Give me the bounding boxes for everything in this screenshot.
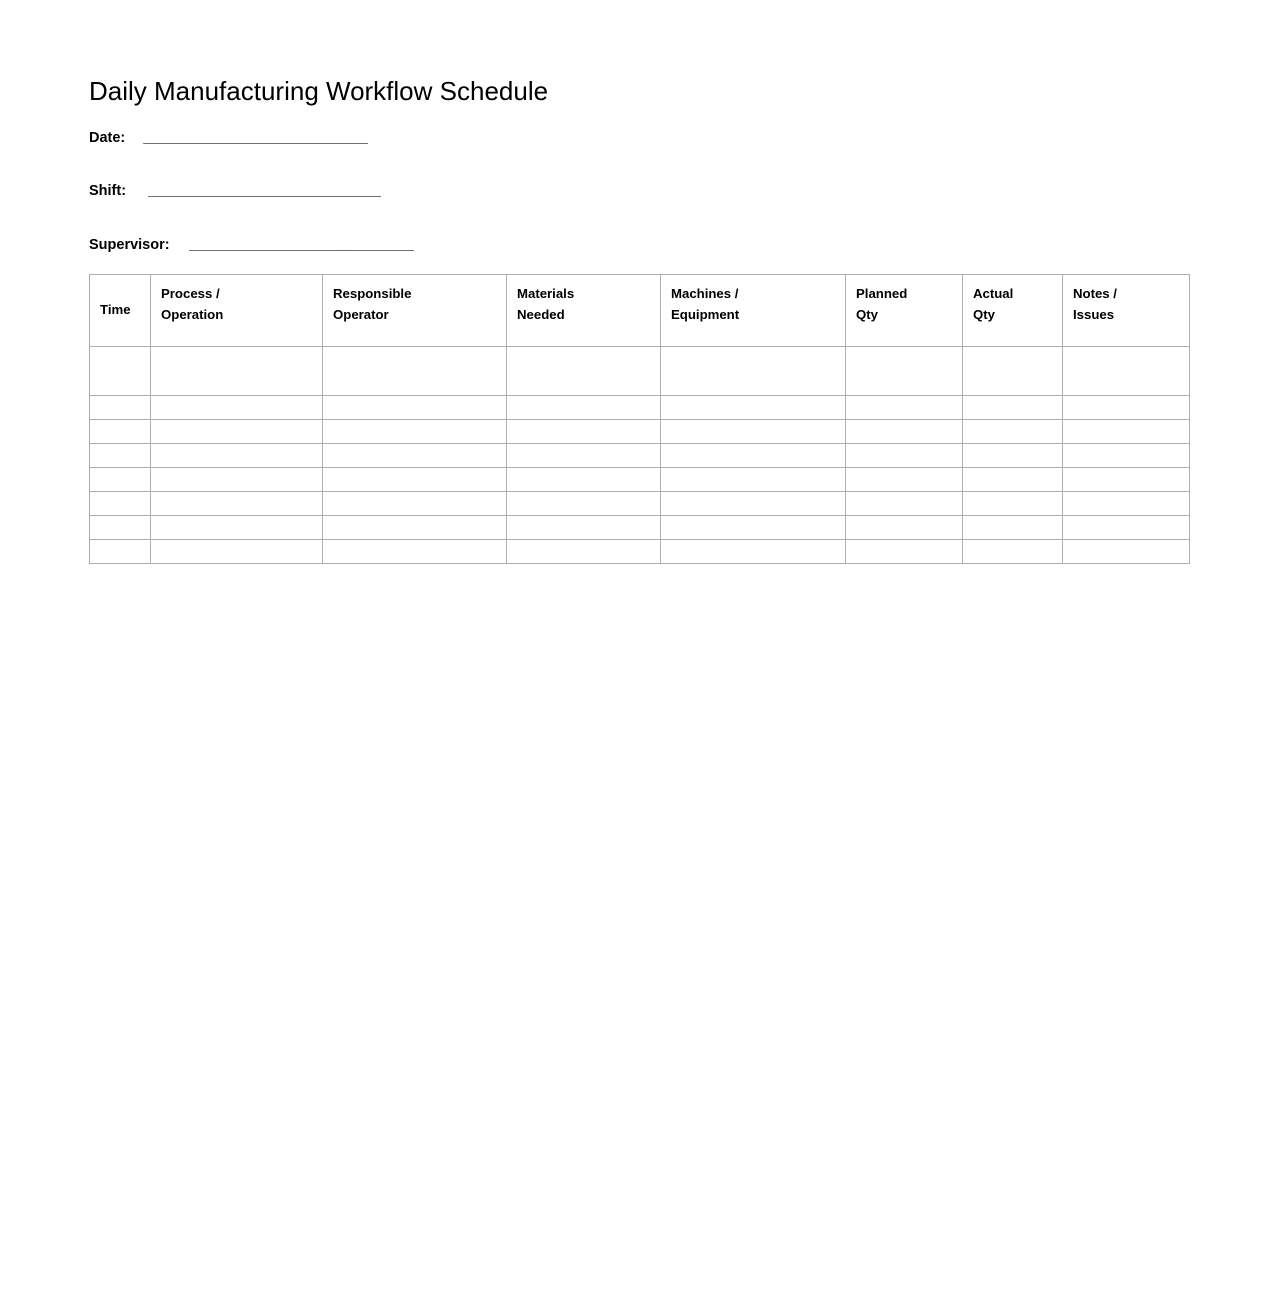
field-shift bbox=[89, 182, 381, 200]
table-cell-actual[interactable] bbox=[963, 540, 1063, 564]
table-row bbox=[90, 540, 1190, 564]
table-cell-time[interactable] bbox=[90, 396, 151, 420]
table-cell-process[interactable] bbox=[151, 468, 323, 492]
table-cell-machines[interactable] bbox=[661, 347, 846, 396]
table-cell-materials[interactable] bbox=[507, 420, 661, 444]
table-row bbox=[90, 444, 1190, 468]
table-cell-process[interactable] bbox=[151, 516, 323, 540]
table-cell-operator[interactable] bbox=[323, 468, 507, 492]
table-cell-process[interactable] bbox=[151, 540, 323, 564]
table-cell-time[interactable] bbox=[90, 347, 151, 396]
table-cell-machines[interactable] bbox=[661, 468, 846, 492]
table-cell-materials[interactable] bbox=[507, 444, 661, 468]
table-cell-actual[interactable] bbox=[963, 468, 1063, 492]
table-row bbox=[90, 420, 1190, 444]
table-cell-operator[interactable] bbox=[323, 444, 507, 468]
column-header-process bbox=[151, 275, 323, 347]
table-cell-machines[interactable] bbox=[661, 492, 846, 516]
column-header-operator-line1: Responsible bbox=[333, 286, 412, 301]
table-cell-materials[interactable] bbox=[507, 396, 661, 420]
field-date bbox=[89, 129, 368, 147]
table-cell-planned[interactable] bbox=[846, 347, 963, 396]
table-cell-machines[interactable] bbox=[661, 396, 846, 420]
table-cell-time[interactable] bbox=[90, 444, 151, 468]
table-cell-operator[interactable] bbox=[323, 420, 507, 444]
field-supervisor-label: Supervisor: bbox=[89, 237, 170, 253]
table-cell-planned[interactable] bbox=[846, 444, 963, 468]
table-body bbox=[90, 347, 1190, 564]
column-header-materials-line2: Needed bbox=[517, 306, 565, 322]
column-header-machines-line2: Equipment bbox=[671, 306, 740, 322]
table-cell-machines[interactable] bbox=[661, 444, 846, 468]
table-cell-materials[interactable] bbox=[507, 492, 661, 516]
column-header-time bbox=[90, 275, 151, 347]
table-row bbox=[90, 347, 1190, 396]
table-cell-process[interactable] bbox=[151, 444, 323, 468]
column-header-machines bbox=[661, 275, 846, 347]
page-title: Daily Manufacturing Workflow Schedule bbox=[89, 76, 549, 107]
table-cell-materials[interactable] bbox=[507, 347, 661, 396]
table-cell-time[interactable] bbox=[90, 420, 151, 444]
table-cell-actual[interactable] bbox=[963, 420, 1063, 444]
table-cell-time[interactable] bbox=[90, 468, 151, 492]
field-supervisor-input-line[interactable]: _____________________________ bbox=[188, 237, 414, 253]
table-cell-planned[interactable] bbox=[846, 492, 963, 516]
column-header-notes bbox=[1063, 275, 1190, 347]
column-header-time-line1: Time bbox=[100, 302, 131, 318]
table-cell-time[interactable] bbox=[90, 516, 151, 540]
table-cell-actual[interactable] bbox=[963, 396, 1063, 420]
field-shift-input-line[interactable]: ______________________________ bbox=[148, 183, 381, 199]
table-cell-machines[interactable] bbox=[661, 516, 846, 540]
table-cell-notes[interactable] bbox=[1063, 540, 1190, 564]
table-cell-planned[interactable] bbox=[846, 468, 963, 492]
table-cell-operator[interactable] bbox=[323, 516, 507, 540]
table-cell-process[interactable] bbox=[151, 347, 323, 396]
column-header-operator-line2: Operator bbox=[333, 306, 389, 322]
table-row bbox=[90, 396, 1190, 420]
table-cell-notes[interactable] bbox=[1063, 347, 1190, 396]
column-header-planned-qty-line2: Qty bbox=[856, 306, 878, 322]
table-cell-operator[interactable] bbox=[323, 347, 507, 396]
workflow-schedule-table bbox=[89, 274, 1190, 564]
table-cell-machines[interactable] bbox=[661, 420, 846, 444]
column-header-process-line1: Process / bbox=[161, 286, 220, 301]
table-cell-operator[interactable] bbox=[323, 396, 507, 420]
column-header-actual-qty-line1: Actual bbox=[973, 286, 1014, 301]
table-cell-actual[interactable] bbox=[963, 492, 1063, 516]
field-date-input-line[interactable]: _____________________________ bbox=[143, 130, 369, 146]
column-header-planned-qty bbox=[846, 275, 963, 347]
table-cell-notes[interactable] bbox=[1063, 468, 1190, 492]
column-header-materials-line1: Materials bbox=[517, 286, 575, 301]
table-row bbox=[90, 492, 1190, 516]
table-cell-notes[interactable] bbox=[1063, 492, 1190, 516]
column-header-notes-line2: Issues bbox=[1073, 306, 1115, 322]
table-cell-time[interactable] bbox=[90, 540, 151, 564]
column-header-process-line2: Operation bbox=[161, 306, 224, 322]
table-cell-actual[interactable] bbox=[963, 516, 1063, 540]
table-cell-planned[interactable] bbox=[846, 420, 963, 444]
table-cell-process[interactable] bbox=[151, 420, 323, 444]
column-header-actual-qty-line2: Qty bbox=[973, 306, 995, 322]
field-supervisor bbox=[89, 236, 414, 254]
column-header-operator bbox=[323, 275, 507, 347]
table-cell-notes[interactable] bbox=[1063, 516, 1190, 540]
table-cell-notes[interactable] bbox=[1063, 396, 1190, 420]
table-cell-actual[interactable] bbox=[963, 444, 1063, 468]
column-header-machines-line1: Machines / bbox=[671, 286, 739, 301]
table-cell-operator[interactable] bbox=[323, 492, 507, 516]
table-row bbox=[90, 516, 1190, 540]
column-header-materials bbox=[507, 275, 661, 347]
table-cell-materials[interactable] bbox=[507, 516, 661, 540]
table-header bbox=[90, 275, 1190, 347]
table-cell-planned[interactable] bbox=[846, 396, 963, 420]
table-cell-notes[interactable] bbox=[1063, 420, 1190, 444]
field-shift-label: Shift: bbox=[89, 183, 127, 199]
table-cell-operator[interactable] bbox=[323, 540, 507, 564]
table-header-row bbox=[90, 275, 1190, 347]
table-cell-machines[interactable] bbox=[661, 540, 846, 564]
table-cell-planned[interactable] bbox=[846, 516, 963, 540]
table-row bbox=[90, 468, 1190, 492]
column-header-actual-qty bbox=[963, 275, 1063, 347]
table-cell-materials[interactable] bbox=[507, 540, 661, 564]
table-cell-materials[interactable] bbox=[507, 468, 661, 492]
table-cell-actual[interactable] bbox=[963, 347, 1063, 396]
table-cell-time[interactable] bbox=[90, 492, 151, 516]
column-header-planned-qty-line1: Planned bbox=[856, 286, 908, 301]
field-date-label: Date: bbox=[89, 130, 126, 146]
column-header-notes-line1: Notes / bbox=[1073, 286, 1117, 301]
table-cell-process[interactable] bbox=[151, 492, 323, 516]
table-cell-notes[interactable] bbox=[1063, 444, 1190, 468]
table-cell-planned[interactable] bbox=[846, 540, 963, 564]
table-cell-process[interactable] bbox=[151, 396, 323, 420]
